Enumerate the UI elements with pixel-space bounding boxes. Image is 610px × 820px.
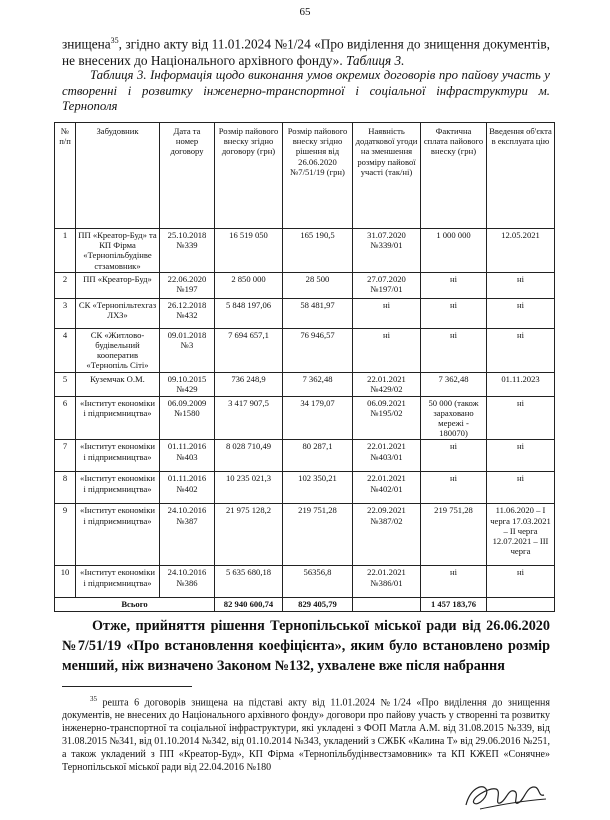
cell-number: 3 [55,298,76,328]
table-row [55,298,555,328]
cell-additional-agreement: ні [353,298,421,328]
table-row [55,472,555,504]
cell-commissioning: ні [487,472,555,504]
cell-contract-sum: 7 694 657,1 [215,328,283,372]
cell-actual-payment: ні [421,272,487,298]
intro-text-before: знищена [62,36,111,52]
cell-additional-agreement: 31.07.2020 №339/01 [353,229,421,273]
cell-contract-date: 26.12.2018 №432 [160,298,215,328]
cell-commissioning: 01.11.2023 [487,372,555,396]
footnote-text: решта 6 договорів знищена на підставі акту від 11.01.2024 №1/24 «Про виділення до знищення документів, не внесених до Національного архівного фонду» договори про пайову участь у створенні та розвитку інженерно-транспортної та соціальної інфраструктури, які укладені з ФОП Матла А.М. від 31.08.2015 №339, від 31.08.2015 №341, від 01.10.2014 №342, від 01.10.2014 №343, укладений з СЖБК «Калина Т» від 29.06.2016 №251, а також укладений з ПП «Креатор-Буд», КП Фірма «Тернопільбудінвестзамовник» та КП КЖЕП «Сонячне» Тернопільської міської ради від 22.04.2016 №180 [62,697,550,774]
cell-number: 8 [55,472,76,504]
cell-contract-date: 06.09.2009 №1580 [160,396,215,440]
cell-number: 5 [55,372,76,396]
agreements-table [54,122,555,612]
cell-commissioning: ні [487,440,555,472]
total-decision-sum: 829 405,79 [283,598,353,611]
cell-number: 2 [55,272,76,298]
header-decision-sum: Розмір пайового внеску згідно рішення від 26.06.2020 №7/51/19 (грн) [283,123,353,229]
cell-additional-agreement: 22.09.2021 №387/02 [353,504,421,566]
cell-contract-sum: 8 028 710,49 [215,440,283,472]
cell-additional-agreement: 22.01.2021 №386/01 [353,566,421,598]
cell-builder: Куземчак О.М. [76,372,160,396]
header-additional-agreement: Наявність додаткової угоди на зменшення розміру пайової участі (так/ні) [353,123,421,229]
cell-number: 6 [55,396,76,440]
cell-builder: ПП «Креатор-Буд» та КП Фірма «Тернопільбудінве стзамовник» [76,229,160,273]
total-row [55,598,555,611]
cell-decision-sum: 102 350,21 [283,472,353,504]
cell-decision-sum: 56356,8 [283,566,353,598]
cell-contract-date: 01.11.2016 №403 [160,440,215,472]
table-row [55,440,555,472]
cell-actual-payment: ні [421,566,487,598]
cell-number: 9 [55,504,76,566]
cell-commissioning: ні [487,566,555,598]
cell-contract-date: 09.01.2018 №3 [160,328,215,372]
cell-decision-sum: 76 946,57 [283,328,353,372]
total-contract-sum: 82 940 600,74 [215,598,283,611]
cell-additional-agreement: ні [353,328,421,372]
table-caption: Таблиця 3. Інформація щодо виконання умов окремих договорів про пайову участь у створенні і розвитку інженерно-транспортної і соціальної інфраструктури м. Тернополя [62,68,550,113]
intro-text-after: , згідно акту від 11.01.2024 №1/24 «Про виділення до знищення документів, не внесених до Національного архівного фонду». [62,36,550,69]
cell-actual-payment: 1 000 000 [421,229,487,273]
cell-decision-sum: 34 179,07 [283,396,353,440]
cell-contract-sum: 21 975 128,2 [215,504,283,566]
intro-paragraph [62,32,550,69]
cell-additional-agreement: 06.09.2021 №195/02 [353,396,421,440]
cell-actual-payment: 219 751,28 [421,504,487,566]
cell-builder: ПП «Креатор-Буд» [76,272,160,298]
cell-contract-sum: 5 635 680,18 [215,566,283,598]
cell-contract-sum: 736 248,9 [215,372,283,396]
cell-contract-sum: 5 848 197,06 [215,298,283,328]
cell-contract-date: 24.10.2016 №387 [160,504,215,566]
cell-contract-sum: 3 417 907,5 [215,396,283,440]
cell-actual-payment: ні [421,472,487,504]
cell-commissioning: 12.05.2021 [487,229,555,273]
cell-decision-sum: 165 190,5 [283,229,353,273]
cell-additional-agreement: 22.01.2021 №403/01 [353,440,421,472]
cell-contract-date: 01.11.2016 №402 [160,472,215,504]
cell-builder: «Інститут економіки і підприємництва» [76,566,160,598]
cell-decision-sum: 7 362,48 [283,372,353,396]
cell-contract-sum: 10 235 021,3 [215,472,283,504]
cell-commissioning: ні [487,272,555,298]
cell-decision-sum: 28 500 [283,272,353,298]
cell-decision-sum: 219 751,28 [283,504,353,566]
footnote-divider [62,686,192,687]
header-contract-date: Дата та номер договору [160,123,215,229]
table-row [55,504,555,566]
page-number: 65 [299,6,311,18]
footnote-reference: 35 [110,36,119,45]
cell-contract-sum: 16 519 050 [215,229,283,273]
cell-commissioning: ні [487,298,555,328]
footnote [62,693,550,774]
cell-actual-payment: ні [421,440,487,472]
cell-commissioning: ні [487,396,555,440]
header-commissioning: Введення об'єкта в експлуата цію [487,123,555,229]
table-row [55,328,555,372]
cell-decision-sum: 58 481,97 [283,298,353,328]
cell-contract-date: 24.10.2016 №386 [160,566,215,598]
footnote-number: 35 [90,695,97,703]
table-row [55,566,555,598]
cell-contract-date: 09.10.2015 №429 [160,372,215,396]
table-row [55,229,555,273]
table-reference: Таблиця 3. [342,53,405,69]
cell-contract-sum: 2 850 000 [215,272,283,298]
table-row [55,272,555,298]
header-contract-sum: Розмір пайового внеску згідно договору (грн) [215,123,283,229]
cell-builder: «Інститут економіки і підприємництва» [76,396,160,440]
cell-actual-payment: ні [421,298,487,328]
cell-number: 4 [55,328,76,372]
cell-additional-agreement: 27.07.2020 №197/01 [353,272,421,298]
cell-additional-agreement: 22.01.2021 №402/01 [353,472,421,504]
cell-commissioning: ні [487,328,555,372]
cell-number: 10 [55,566,76,598]
cell-builder: «Інститут економіки і підприємництва» [76,504,160,566]
cell-actual-payment: 50 000 (також зараховано мережі - 180070) [421,396,487,440]
cell-number: 1 [55,229,76,273]
total-empty-cell [353,598,421,611]
table-row [55,372,555,396]
cell-decision-sum: 80 287,1 [283,440,353,472]
cell-contract-date: 25.10.2018 №339 [160,229,215,273]
cell-additional-agreement: 22.01.2021 №429/02 [353,372,421,396]
total-empty-cell [487,598,555,611]
total-label: Всього [55,598,215,611]
cell-number: 7 [55,440,76,472]
conclusion-text: Отже, прийняття рішення Тернопільської міської ради від 26.06.2020 №7/51/19 «Про встановлення коефіцієнта», яким було встановлено розмір менший, ніж визначено Законом №132, ухвалене вже після набрання [62,618,550,674]
header-actual-payment: Фактична сплата пайового внеску (грн) [421,123,487,229]
handwritten-signature [460,775,550,815]
cell-actual-payment: ні [421,328,487,372]
cell-builder: «Інститут економіки і підприємництва» [76,440,160,472]
table-row [55,396,555,440]
cell-contract-date: 22.06.2020 №197 [160,272,215,298]
conclusion-paragraph [62,616,550,676]
cell-builder: СК «Житлово-будівельний кооператив «Тернопіль Сіті» [76,328,160,372]
cell-actual-payment: 7 362,48 [421,372,487,396]
total-paid-sum: 1 457 183,76 [421,598,487,611]
cell-builder: СК «Тернопільтехгаз ЛХЗ» [76,298,160,328]
cell-commissioning: 11.06.2020 – I черга 17.03.2021 – II черга 12.07.2021 – III черга [487,504,555,566]
header-number: № п/п [55,123,76,229]
header-builder: Забудовник [76,123,160,229]
cell-builder: «Інститут економіки і підприємництва» [76,472,160,504]
